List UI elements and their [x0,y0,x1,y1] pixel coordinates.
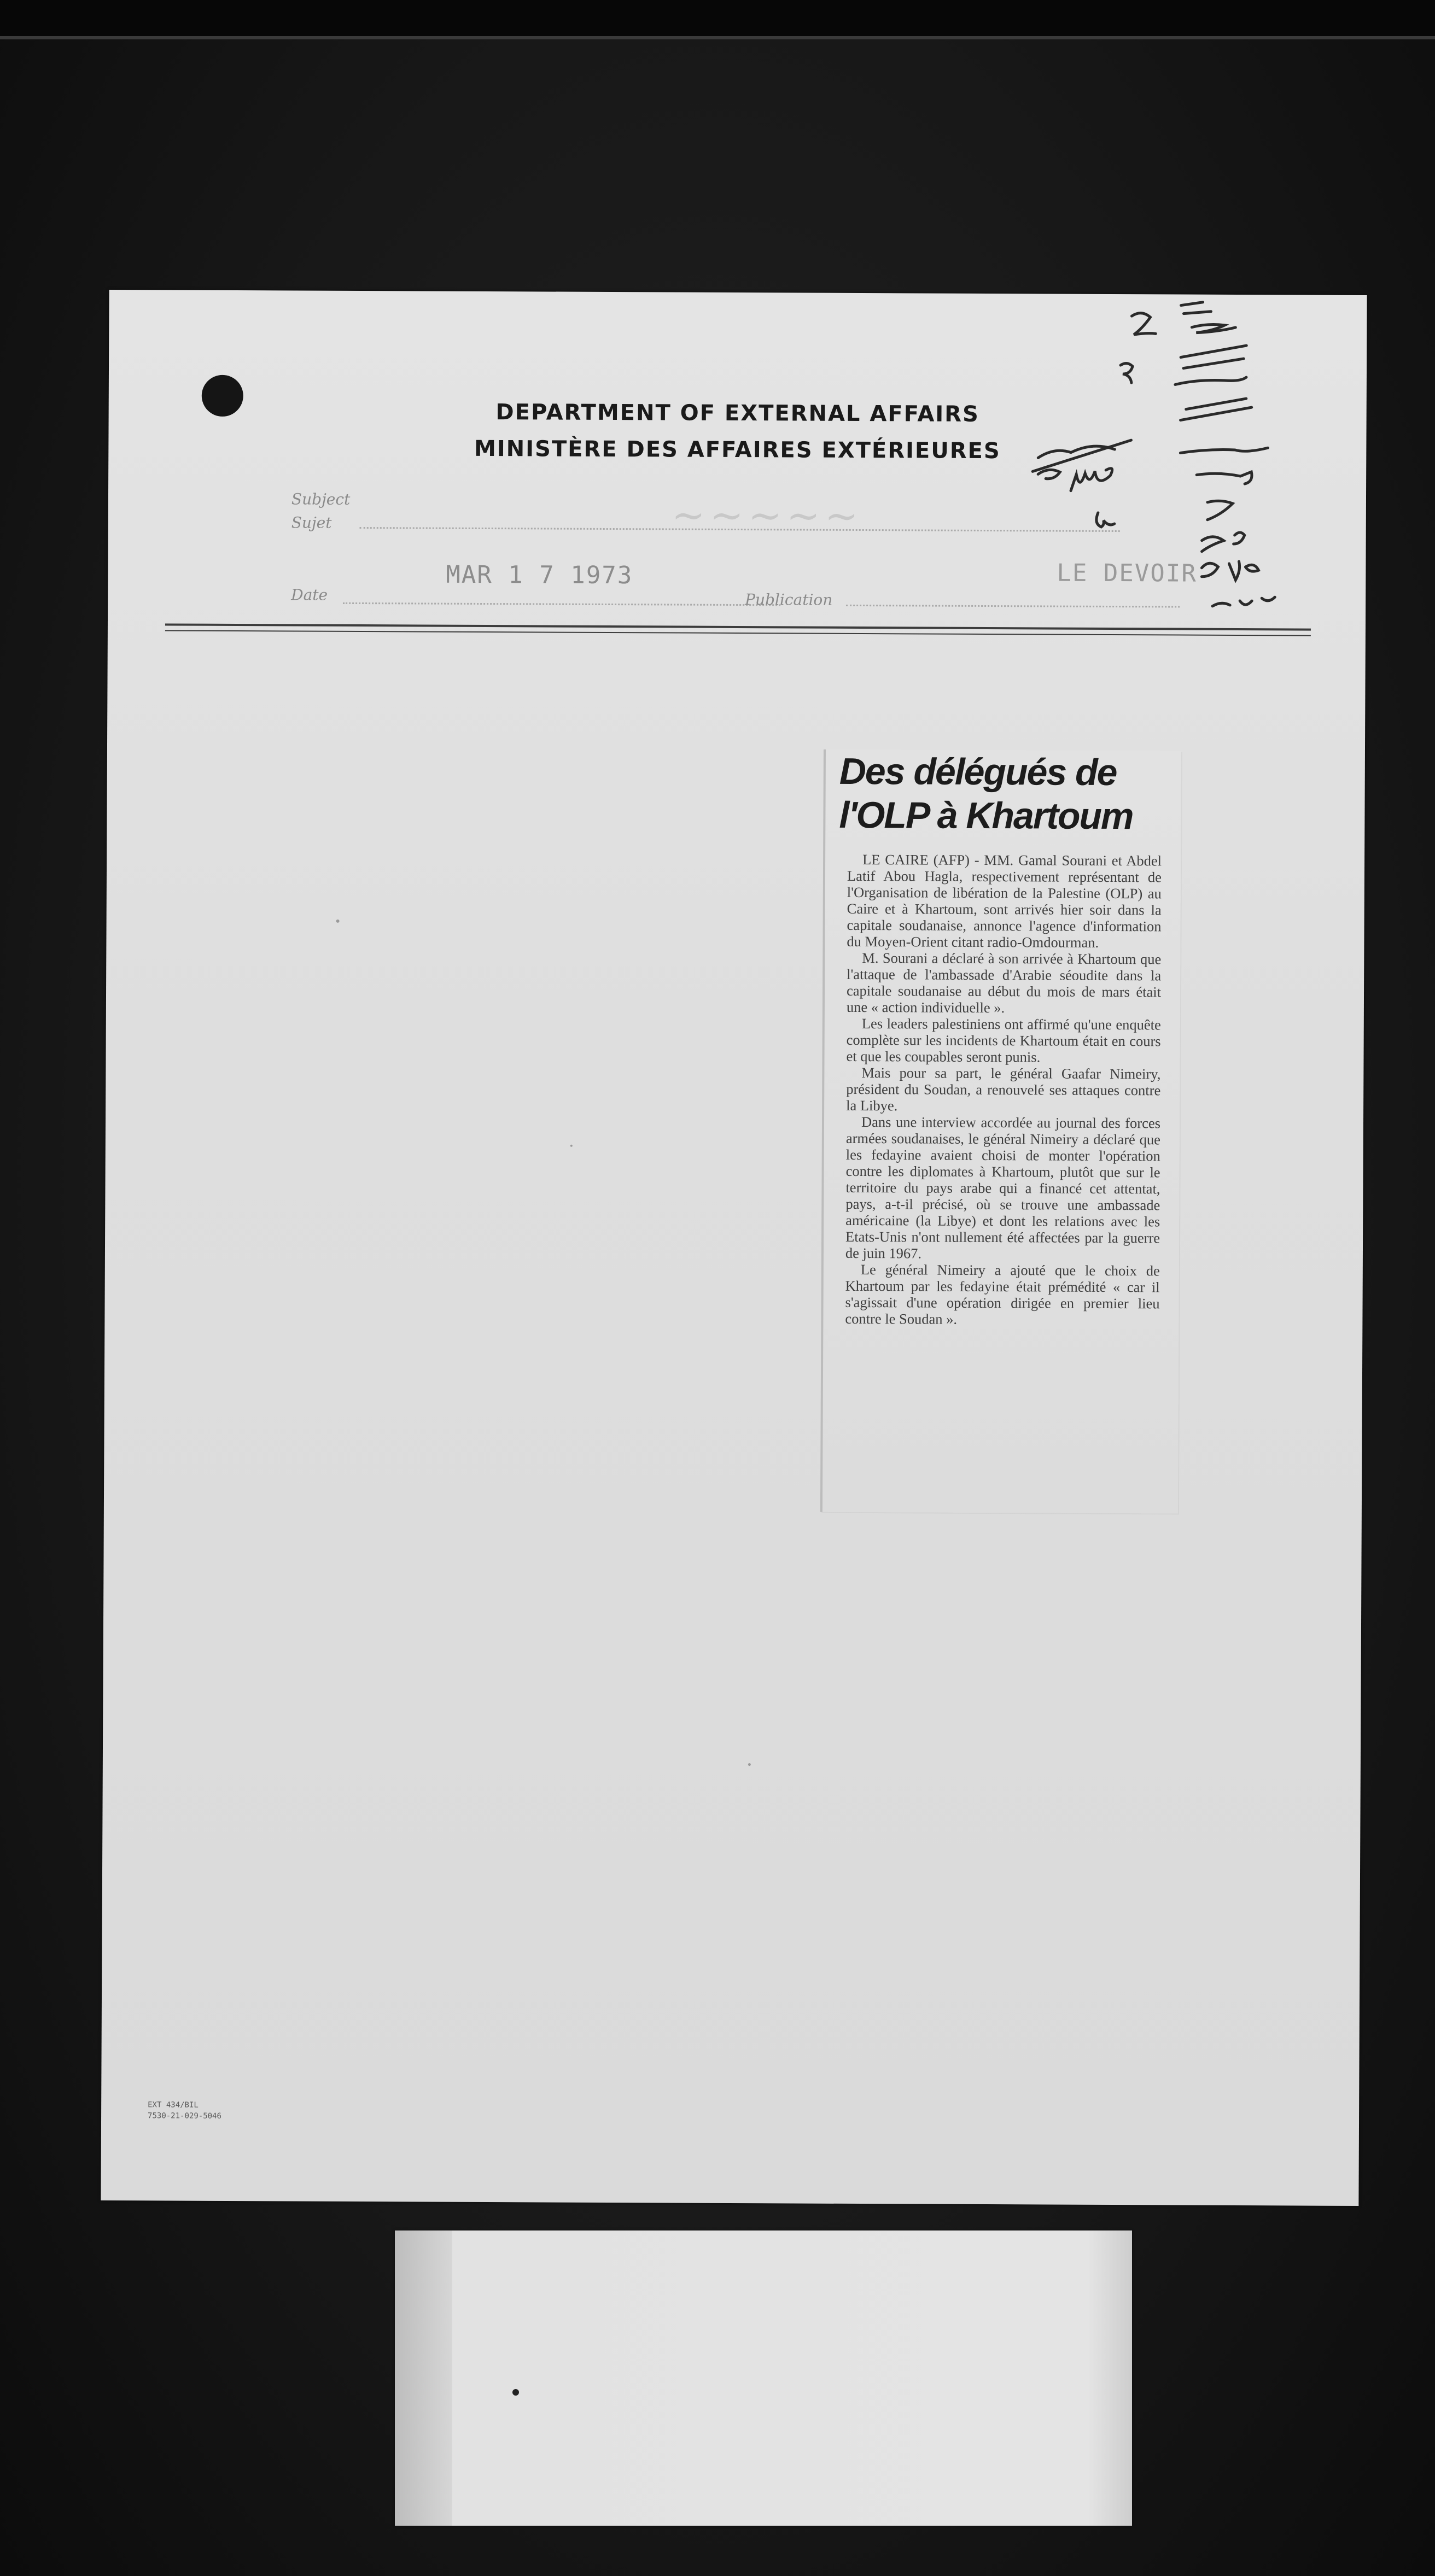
publication-label: Publication [745,590,833,609]
paper-speck [748,1763,751,1766]
paper-speck [570,1145,573,1147]
clipping-paragraph: LE CAIRE (AFP) - MM. Gamal Sourani et Abdel Latif Abou Hagla, respectivement représentant de l'Organisation de libération de la Palestine (OLP) au Caire et à Khartoum, sont arrivés hier soir dans la capitale soudanaise, annonce l'agence d'information du Moyen-Orient citant radio-Omdourman. [847,851,1162,951]
bottom-backing-card [395,2230,1132,2526]
department-name-en: DEPARTMENT OF EXTERNAL AFFAIRS [495,400,979,427]
clipping-paragraph: Le général Nimeiry a ajouté que le choix de Khartoum par les fedayine était prémédité « car il s'agissait d'une opération dirigée en premier lieu contre le Soudan ». [845,1261,1160,1327]
form-code [148,2099,221,2122]
headline-line-2: l'OLP à Khartoum [839,794,1133,838]
handwritten-notes [1015,294,1367,689]
clipping-paragraph: Dans une interview accordée au journal des forces armées soudanaises, le général Nimeiry a déclaré que les fedayine avaient choisi de monter l'opération contre les diplomates à Khartoum, plutôt que sur le territoire du pays arabe qui a financé cet attentat, pays, a-t-il précisé, où se trouve une ambassade américaine (la Libye) et dont les relations avec les Etats-Unis n'ont nullement été affectées par la guerre de juin 1967. [845,1114,1161,1262]
top-film-bar [0,0,1435,39]
form-code-line-1: EXT 434/BIL [148,2100,199,2110]
date-stamp: MAR 1 7 1973 [446,560,633,590]
card-edge [395,2230,452,2526]
date-label: Date [291,586,328,604]
subject-handwriting: ~~~~~ [671,491,864,540]
document-page [101,290,1367,2206]
newspaper-clipping [820,750,1181,1514]
clipping-paragraph: M. Sourani a déclaré à son arrivée à Khartoum que l'attaque de l'ambassade d'Arabie séoudite dans la capitale soudanaise au début du mois de mars était une « action individuelle ». [846,950,1162,1016]
card-speck [512,2389,519,2396]
clipping-headline [825,750,1181,839]
headline-line-1: Des délégués de [839,750,1117,794]
sujet-label: Sujet [291,513,332,532]
clipping-paragraph: Mais pour sa part, le général Gaafar Nimeiry, président du Soudan, a renouvelé ses attaques contre la Libye. [846,1064,1161,1114]
subject-label: Subject [291,490,351,508]
publication-stamp: LE DEVOIR [1057,559,1197,588]
clipping-paragraph: Les leaders palestiniens ont affirmé qu'une enquête complète sur les incidents de Khartoum était en cours et que les coupables seront punis. [846,1015,1161,1065]
form-code-line-2: 7530-21-029-5046 [148,2111,221,2121]
department-name-fr: MINISTÈRE DES AFFAIRES EXTÉRIEURES [474,436,1001,464]
clipping-body [845,851,1162,1328]
date-line [343,602,780,606]
paper-speck [336,920,340,923]
